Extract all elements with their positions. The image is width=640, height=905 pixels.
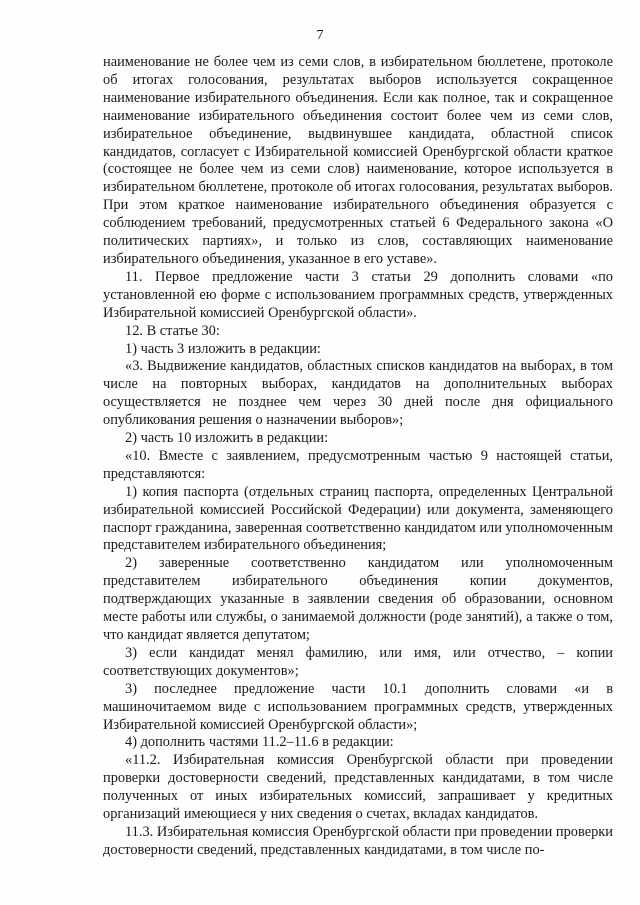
paragraph: 1) копия паспорта (отдельных страниц паспорта, определенных Центральной избирательной комиссией Российской Федерации) или документа, заменяющего паспорт гражданина, заверенная соответственно кандидатом или уполномоченным представителем избирательного объединения; [103,483,613,554]
paragraph: 3) если кандидат менял фамилию, или имя, или отчество, – копии соответствующих документов»; [103,644,613,679]
paragraph: 11. Первое предложение части 3 статьи 29 дополнить словами «по установленной ею форме с использованием программных средств, утвержденных Избирательной комиссией Оренбургской области». [103,268,613,321]
paragraph: 4) дополнить частями 11.2–11.6 в редакции: [125,734,394,751]
paragraph: 11.3. Избирательная комиссия Оренбургской области при проведении проверки достоверности сведений, представленных кандидатами, в том числе по- [103,823,613,858]
document-body [103,54,613,860]
page-number: 7 [316,28,324,43]
paragraph: «10. Вместе с заявлением, предусмотренным частью 9 настоящей статьи, представляются: [103,447,613,482]
paragraph: «11.2. Избирательная комиссия Оренбургской области при проведении проверки достоверности сведений, представленных кандидатами, в том числе полученных от иных избирательных комиссий, запрашивает у кредитных организаций имеющиеся у них сведения о счетах, вкладах кандидатов. [103,752,613,823]
paragraph: наименование не более чем из семи слов, в избирательном бюллетене, протоколе об итогах голосования, результатах выборов используется сокращенное наименование избирательного объединения. Если как полное, так и сокращенное наименование избирательного объединения состоит более чем из семи слов, избирательное объединение, выдвинувшее кандидата, областной список кандидатов, согласует с Избирательной комиссией Оренбургской области краткое (состоящее не более чем из семи слов) наименование, которое используется в избирательном бюллетене, протоколе об итогах голосования, результатах выборов. При этом краткое наименование избирательного объединения образуется с соблюдением требований, предусмотренных статьей 6 Федерального закона «О политических партиях», и только из слов, составляющих наименование избирательного объединения, указанное в его уставе». [103,54,613,267]
paragraph: 2) часть 10 изложить в редакции: [125,430,329,447]
paragraph: 2) заверенные соответственно кандидатом или уполномоченным представителем избирательного объединения копии документов, подтверждающих указанные в заявлении сведения об образовании, основном месте работы или службы, о занимаемой должности (роде занятий), а также о том, что кандидат является депутатом; [103,555,613,643]
paragraph: «3. Выдвижение кандидатов, областных списков кандидатов на выборах, в том числе на повторных выборах, кандидатов на дополнительных выборах осуществляется не позднее чем через 30 дней после дня официального опубликования решения о назначении выборов»; [103,358,613,429]
paragraph: 1) часть 3 изложить в редакции: [125,340,321,357]
paragraph: 3) последнее предложение части 10.1 дополнить словами «и в машиночитаемом виде с использованием программных средств, утвержденных Избирательной комиссией Оренбургской области»; [103,680,613,733]
paragraph: 12. В статье 30: [125,322,220,339]
